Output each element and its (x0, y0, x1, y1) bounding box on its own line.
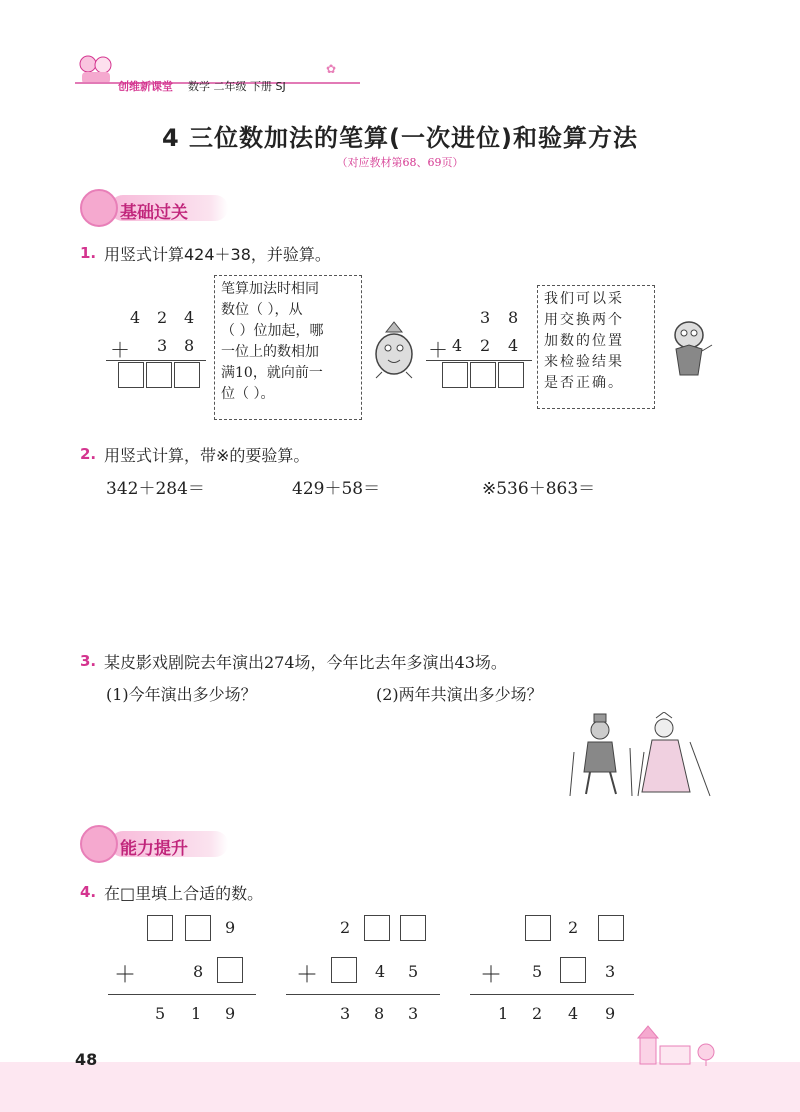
digit: 4 (375, 962, 386, 981)
section-basic (80, 193, 240, 223)
castle-icon (620, 1022, 730, 1070)
header-brand: 创维新课堂 (118, 80, 173, 93)
question-text: 某皮影戏剧院去年演出274场，今年比去年多演出43场。 (104, 653, 507, 672)
header-course: 数学 二年级 下册 SJ (188, 80, 286, 93)
fill-box[interactable] (331, 957, 357, 983)
digit: 3 (157, 336, 168, 355)
fill-box[interactable] (400, 915, 426, 941)
plus-sign: ＋ (114, 963, 137, 988)
section-title: 基础过关 (120, 203, 188, 223)
digit: 8 (184, 336, 195, 355)
question-number: 3. (80, 652, 97, 670)
digit: 2 (480, 336, 491, 355)
answer-box[interactable] (118, 362, 144, 388)
digit: 1 (191, 1004, 202, 1023)
question-text: 在□里填上合适的数。 (104, 884, 264, 903)
mascot-icon (80, 825, 118, 863)
fill-box[interactable] (525, 915, 551, 941)
digit: 3 (340, 1004, 351, 1023)
fill-box[interactable] (598, 915, 624, 941)
sum-line (286, 994, 440, 995)
digit: 8 (374, 1004, 385, 1023)
plus-sign: ＋ (296, 963, 319, 988)
fill-box[interactable] (364, 915, 390, 941)
sum-line (470, 994, 634, 995)
expression: 342＋284＝ (106, 479, 205, 499)
digit: 3 (605, 962, 616, 981)
answer-box[interactable] (146, 362, 172, 388)
digit: 5 (155, 1004, 166, 1023)
eggplant-mascot-icon (366, 318, 422, 384)
tip-line: 满10，就向前一 (221, 365, 323, 381)
expression: 429＋58＝ (292, 479, 381, 499)
digit: 2 (532, 1004, 543, 1023)
answer-box[interactable] (498, 362, 524, 388)
digit: 9 (225, 1004, 236, 1023)
digit: 3 (480, 308, 491, 327)
sum-line (426, 360, 532, 361)
sum-line (108, 994, 256, 995)
header-mascot (76, 52, 116, 86)
digit: 1 (498, 1004, 509, 1023)
question-text: 用竖式计算，带※的要验算。 (104, 446, 310, 465)
digit: 8 (508, 308, 519, 327)
digit: 4 (130, 308, 141, 327)
page-subtitle: （对应教材第68、69页） (336, 156, 464, 169)
digit: 4 (568, 1004, 579, 1023)
digit: 9 (605, 1004, 616, 1023)
tip-line: 位（ ）。 (221, 386, 275, 402)
plus-sign: ＋ (110, 338, 130, 362)
tip-line: 一位上的数相加 (221, 344, 319, 360)
sub-question: (1)今年演出多少场？ (106, 685, 257, 704)
digit: 3 (408, 1004, 419, 1023)
plus-sign: ＋ (428, 338, 448, 362)
expression: ※536＋863＝ (482, 479, 596, 499)
tip-line: 加数的位置 (544, 333, 624, 349)
fill-box[interactable] (217, 957, 243, 983)
digit: 5 (532, 962, 543, 981)
tip-line: 我们可以采 (544, 291, 624, 307)
digit: 2 (157, 308, 168, 327)
answer-box[interactable] (442, 362, 468, 388)
question-number: 4. (80, 883, 97, 901)
sum-line (106, 360, 206, 361)
tip-box (214, 275, 362, 420)
star-icon: ✿ (326, 62, 337, 76)
section-title: 能力提升 (120, 839, 188, 859)
tip-line: 用交换两个 (544, 312, 624, 328)
digit: 2 (340, 918, 351, 937)
plus-sign: ＋ (480, 963, 503, 988)
answer-box[interactable] (174, 362, 200, 388)
fill-box[interactable] (185, 915, 211, 941)
question-number: 2. (80, 445, 97, 463)
fill-box[interactable] (560, 957, 586, 983)
question-number: 1. (80, 244, 97, 262)
digit: 5 (408, 962, 419, 981)
digit: 2 (568, 918, 579, 937)
tip-box (537, 285, 655, 409)
section-advanced (80, 829, 240, 859)
tip-line: 是否正确。 (544, 375, 624, 391)
fill-box[interactable] (147, 915, 173, 941)
question-text: 用竖式计算424＋38，并验算。 (104, 245, 331, 264)
digit: 4 (508, 336, 519, 355)
answer-box[interactable] (470, 362, 496, 388)
digit: 4 (452, 336, 463, 355)
shadow-puppet-illustration (560, 712, 720, 802)
sub-question: (2)两年共演出多少场？ (376, 685, 543, 704)
tip-line: （ ）位加起，哪 (221, 323, 324, 339)
dragon-mascot-icon (664, 315, 714, 383)
tip-line: 数位（ ），从 (221, 302, 303, 318)
digit: 9 (225, 918, 236, 937)
page-title: 4 三位数加法的笔算(一次进位)和验算方法 (162, 124, 638, 152)
digit: 4 (184, 308, 195, 327)
tip-line: 来检验结果 (544, 354, 624, 370)
digit: 8 (193, 962, 204, 981)
mascot-icon (80, 189, 118, 227)
tip-line: 笔算加法时相同 (221, 281, 319, 297)
page-number: 48 (75, 1050, 98, 1069)
